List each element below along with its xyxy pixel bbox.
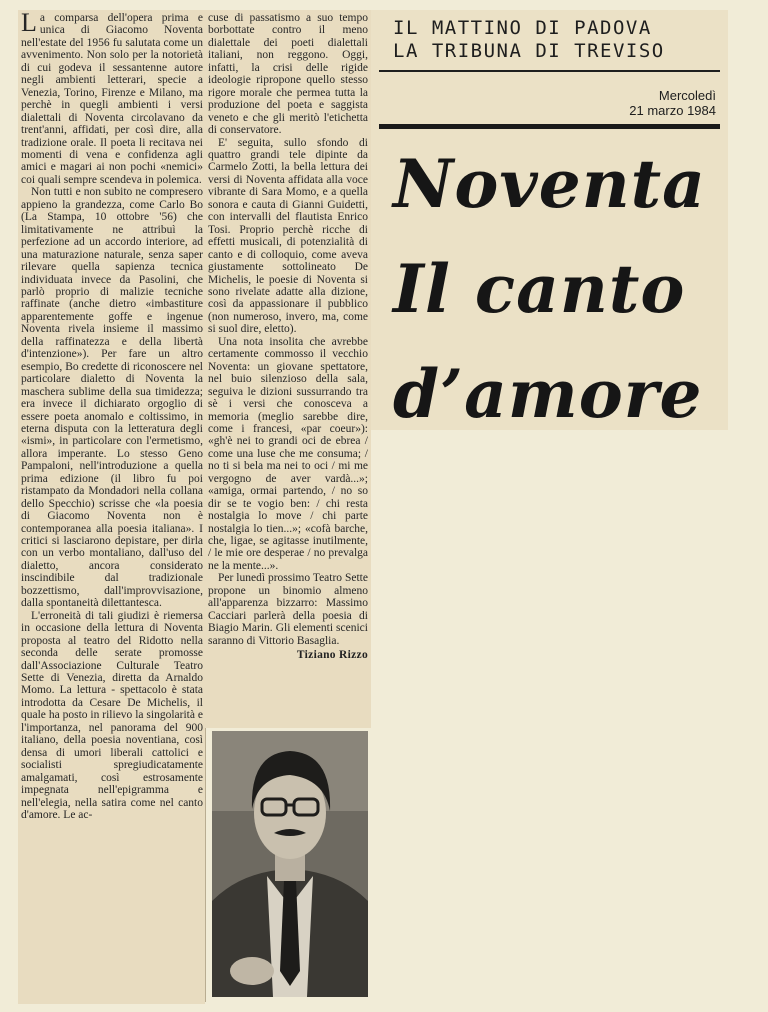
paragraph-2: Non tutti e non subito ne compresero appieno la grandezza, come Carlo Bo (La Stampa, 10 ottobre '56) che limitativamente ne attribuì la perfezione ad un accordo interiore, ad una maturazione naturale, senza saper rilevare quella sapienza tecnica individuata invece da Pasolini, che parlò proprio di malizie tecniche raffinate (anche dietro «imbastiture apparentemente goffe e ingenue Noventa rivela insieme il massimo della raffinatezza e della libertà d'intenzione»). Per fare un altro esempio, Bo credette di riconoscere nel particolare dialetto di Noventa la maschera sublime della sua timidezza; era invece il dichiarato orgoglio di essere poeta anomalo e coltissimo, in eterna disputa con la letteratura degli «ismi», in particolare con l'ermetismo, allora imperante. Lo stesso Geno Pampaloni, nell'introduzione a quella prima edizione (il libro fu poi ristampato da Mondadori nella collana dello Specchio) scrisse che «la poesia di Giacomo Noventa non è contemporanea alla poesia italiana». I critici si lasciarono depistare, per dirla con un verbo montaliano, dall'uso del dialetto, ancora considerato inscindibile dal tradizionale bozzettismo, dall'improvvisazione, dalla spontaneità dilettantesca.	[21, 186, 203, 610]
paragraph-6: Una nota insolita che avrebbe certamente commosso il vecchio Noventa: un giovane spettatore, nel buio silenzioso della sala, seguiva le dizioni sussurrando tra sè i versi che conosceva a memoria (meglio sarebbe dire, come i francesi, «par coeur»): «gh'è nei to grandi oci de ebrea / come una luse che me consuma; / no ti si bela ma nei to oci / mi me vergogno de aver vardà...»; «amiga, ormai partendo, / no so dir se te vogio ben: / chi resta nostalgia lo move / chi parte nostalgia lo tien...»; «cofà barche, che, ligae, se agitasse inutilmente, / le mie ore desperae / no prevalga ne la mente...».	[208, 335, 368, 572]
article-column-2	[205, 10, 371, 728]
byline: Tiziano Rizzo	[296, 649, 368, 662]
paragraph-4: cuse di passatismo a suo tempo borbottate contro il meno dialettale dei poeti dialettali italiani, non reggono. Oggi, infatti, la crisi delle rigide ideologie ripropone quello stesso rigore morale che permea tutta la produzione del poeta e saggista veneto e che gli meritò l'etichetta di conservatore.	[208, 12, 368, 137]
date-rule	[379, 124, 720, 129]
drop-cap: L	[21, 8, 37, 37]
portrait-illustration	[212, 731, 368, 997]
masthead-line-2: LA TRIBUNA DI TREVISO	[393, 40, 665, 62]
headline-line-2: Il canto	[393, 250, 686, 328]
date-full: 21 marzo 1984	[629, 103, 716, 118]
paragraph-7: Per lunedì prossimo Teatro Sette propone un binomio almeno all'apparenza bizzarro: Massimo Cacciari parlerà della poesia di Biagio Marin. Gli elementi scenici saranno di Vittorio Basaglia.	[208, 572, 368, 647]
headline-box	[371, 10, 728, 433]
headline-line-3: d’amore	[393, 355, 703, 433]
date-weekday: Mercoledì	[658, 88, 716, 103]
masthead-line-1: IL MATTINO DI PADOVA	[393, 17, 652, 39]
masthead-rule	[379, 70, 720, 72]
author-photo	[212, 731, 368, 997]
paragraph-5: E' seguita, sullo sfondo di quattro grandi tele dipinte da Carmelo Zotti, la bella lettura dei versi di Noventa affidata alla voce vibrante di Sara Momo, e a quella sonora e cauta di Gianni Guidetti, con intervalli del flautista Enrico Tosi. Proprio perchè ricche di effetti musicali, di potenzialità di canto e di colloquio, come aveva giustamente sottolineato De Michelis, le poesie di Noventa si sono rivelate adatte alla dizione, così da appassionare il pubblico (non numeroso, invero, ma, come si suol dire, eletto).	[208, 136, 368, 336]
article-column-1	[18, 10, 205, 1004]
paragraph-1: La comparsa dell'opera prima e unica di Giacomo Noventa nell'estate del 1956 fu salutata come un avvenimento. Non solo per la notorietà di cui godeva il sessantenne autore negli ambienti letterari, specie a Venezia, Torino, Firenze e Milano, ma perchè in quegli ambienti i versi dialettali di Noventa circolavano da trent'anni, affidati, per così dire, alla tradizione orale. Il poeta li recitava nei momenti di vena e confidenza agli amici e magari ai non pochi «nemici» coi quali sempre scendeva in polemica.	[21, 8, 203, 186]
paragraph-3: L'erroneità di tali giudizi è riemersa in occasione della lettura di Noventa proposta al teatro del Ridotto nella seconda delle serate promosse dall'Associazione Culturale Teatro Sette di Venezia, diretta da Arnaldo Momo. La lettura - spettacolo è stata introdotta da Cesare De Michelis, il quale ha posto in rilievo la singolarità e l'importanza, nel panorama del 900 italiano, della poesia noventiana, così densa di umori liberali cattolici e socialisti spregiudicatamente amalgamati, così estrosamente impegnata nell'epigramma e nell'elegia, nella satira come nel canto d'amore. Le ac-	[21, 609, 203, 821]
headline-line-1: Noventa	[393, 145, 706, 223]
